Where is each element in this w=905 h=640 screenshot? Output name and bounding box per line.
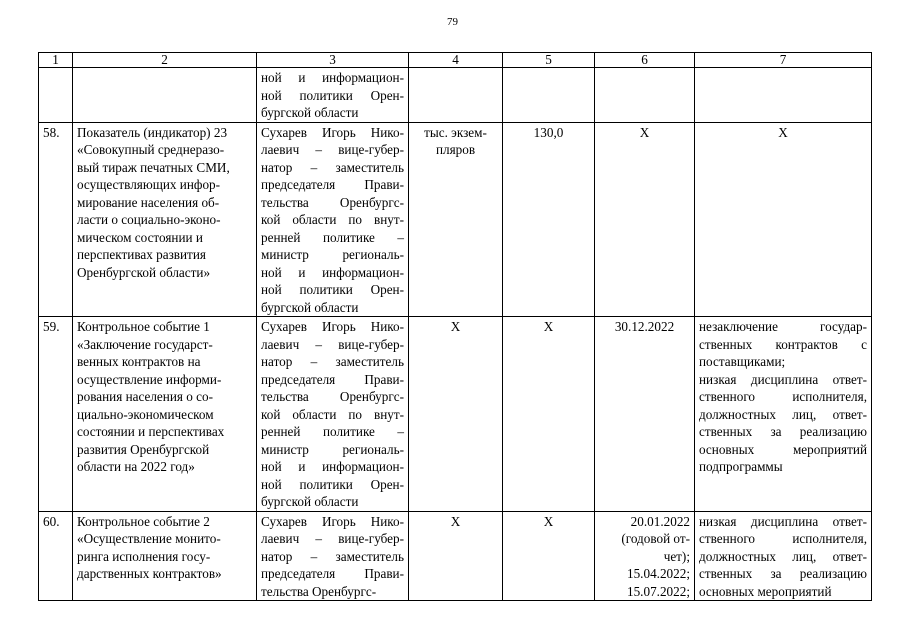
text-line: мическом состоянии и xyxy=(77,229,203,245)
column-header: 6 xyxy=(595,53,695,68)
name-cell xyxy=(73,511,257,601)
column-header: 2 xyxy=(73,53,257,68)
text-line: ной политики Орен- xyxy=(261,476,404,492)
text-line: 30.12.2022 xyxy=(614,319,675,334)
cell-empty xyxy=(595,68,695,123)
text-line: низкая дисциплина ответ- xyxy=(699,513,867,529)
text-line: Сухарев Игорь Нико- xyxy=(261,319,404,334)
text-line: чет); xyxy=(663,548,690,564)
text-line: председателя Прави- xyxy=(261,177,404,192)
text-line: Х xyxy=(543,513,554,529)
events-table xyxy=(38,52,872,601)
text-line: Контрольное событие 1 xyxy=(77,319,210,334)
text-line: натор – заместитель xyxy=(261,159,404,175)
text-line: 20.01.2022 xyxy=(630,513,690,529)
unit-cell xyxy=(409,317,503,512)
date-cell xyxy=(595,122,695,317)
text-line: лаевич – вице-губер- xyxy=(261,142,404,157)
text-line: ственного исполнителя, xyxy=(699,531,867,546)
responsible-cell xyxy=(257,511,409,601)
text-line: циально-экономическом xyxy=(77,406,214,422)
text-line: осуществление информи- xyxy=(77,371,222,387)
text-line: Оренбургской области» xyxy=(77,264,211,280)
name-cell xyxy=(73,122,257,317)
table-row xyxy=(39,511,872,601)
text-line: бургской области xyxy=(261,494,359,509)
column-header: 3 xyxy=(257,53,409,68)
text-line: натор – заместитель xyxy=(261,354,404,369)
text-line: поставщиками; xyxy=(699,354,786,369)
text-line: ной и информацион- xyxy=(261,459,404,474)
responsible-cell xyxy=(257,68,409,123)
text-line: ренней политике – xyxy=(261,424,404,439)
cell-empty xyxy=(39,68,73,123)
text-line: перспективах развития xyxy=(77,247,206,262)
text-line: осуществляющих инфор- xyxy=(77,177,221,192)
text-line: лаевич – вице-губер- xyxy=(261,531,404,546)
row-number xyxy=(39,317,73,512)
text-line: Контрольное событие 2 xyxy=(77,513,210,529)
text-line: кой области по внут- xyxy=(261,406,404,422)
text-line: ной политики Орен- xyxy=(261,87,404,103)
text-line: бургской области xyxy=(261,105,359,120)
text-line: ренней политике – xyxy=(261,229,404,245)
header-row xyxy=(39,53,872,68)
text-line: рования населения о со- xyxy=(77,389,213,404)
text-line: Х xyxy=(450,513,461,529)
cell-empty xyxy=(503,68,595,123)
cell-empty xyxy=(73,68,257,123)
text-line: ной политики Орен- xyxy=(261,282,404,297)
text-line: Х xyxy=(639,124,650,140)
text-line: состоянии и перспективах xyxy=(77,424,225,439)
text-line: 130,0 xyxy=(533,124,564,140)
text-line: тыс. экзем- xyxy=(424,124,487,140)
text-line: тельства Оренбургс- xyxy=(261,194,404,210)
text-line: дарственных контрактов» xyxy=(77,566,222,581)
text-line: «Совокупный среднеразо- xyxy=(77,142,225,157)
text-line: ственных контрактов с xyxy=(699,336,867,352)
text-line: тельства Оренбургс- xyxy=(261,583,377,599)
responsible-cell xyxy=(257,122,409,317)
text-line: натор – заместитель xyxy=(261,548,404,564)
text-line: председателя Прави- xyxy=(261,371,404,387)
text-line: 59. xyxy=(43,319,60,334)
text-line: бургской области xyxy=(261,299,359,315)
column-header: 5 xyxy=(503,53,595,68)
text-line: Показатель (индикатор) 23 xyxy=(77,124,228,140)
text-line: венных контрактов на xyxy=(77,354,201,369)
date-cell xyxy=(595,511,695,601)
text-line: ринга исполнения госу- xyxy=(77,548,211,564)
row-number xyxy=(39,511,73,601)
risks-cell xyxy=(695,317,872,512)
text-line: мирование населения об- xyxy=(77,194,220,210)
text-line: министр региональ- xyxy=(261,247,404,262)
text-line: незаключение государ- xyxy=(699,319,867,334)
text-line: Сухарев Игорь Нико- xyxy=(261,124,404,140)
continued-row xyxy=(39,68,872,123)
text-line: тельства Оренбургс- xyxy=(261,389,404,404)
text-line: развития Оренбургской xyxy=(77,441,210,457)
text-line: вый тираж печатных СМИ, xyxy=(77,159,230,175)
unit-cell xyxy=(409,122,503,317)
text-line: ственных за реализацию xyxy=(699,424,867,439)
table-row xyxy=(39,122,872,317)
text-line: ной и информацион- xyxy=(261,264,404,280)
text-line: должностных лиц, ответ- xyxy=(699,406,867,422)
column-header: 4 xyxy=(409,53,503,68)
text-line: Х xyxy=(543,319,554,334)
text-line: ственного исполнителя, xyxy=(699,389,867,404)
text-line: должностных лиц, ответ- xyxy=(699,548,867,564)
text-line: 15.04.2022; xyxy=(626,566,690,581)
text-line: кой области по внут- xyxy=(261,212,404,227)
responsible-cell xyxy=(257,317,409,512)
text-line: «Осуществление монито- xyxy=(77,531,221,546)
text-line: ственных за реализацию xyxy=(699,566,867,581)
text-line: лаевич – вице-губер- xyxy=(261,336,404,352)
text-line: ласти о социально-эконо- xyxy=(77,212,221,227)
text-line: министр региональ- xyxy=(261,441,404,457)
text-line: подпрограммы xyxy=(699,459,783,474)
unit-cell xyxy=(409,511,503,601)
text-line: низкая дисциплина ответ- xyxy=(699,371,867,387)
value-cell xyxy=(503,122,595,317)
table-row xyxy=(39,317,872,512)
cell-empty xyxy=(695,68,872,123)
text-line: области на 2022 год» xyxy=(77,459,195,474)
date-cell xyxy=(595,317,695,512)
text-line: председателя Прави- xyxy=(261,566,404,581)
text-line: основных мероприятий xyxy=(699,441,867,457)
risks-cell xyxy=(695,122,872,317)
text-line: 58. xyxy=(43,124,60,140)
cell-empty xyxy=(409,68,503,123)
column-header: 7 xyxy=(695,53,872,68)
text-line: основных мероприятий xyxy=(699,583,832,599)
text-line: «Заключение государст- xyxy=(77,336,213,352)
name-cell xyxy=(73,317,257,512)
text-line: Х xyxy=(450,319,461,334)
text-line: пляров xyxy=(435,142,476,157)
column-header: 1 xyxy=(39,53,73,68)
text-line: ной и информацион- xyxy=(261,70,404,85)
text-line: 15.07.2022; xyxy=(626,583,690,599)
text-line: (годовой от- xyxy=(621,531,690,546)
row-number xyxy=(39,122,73,317)
text-line: Сухарев Игорь Нико- xyxy=(261,513,404,529)
risks-cell xyxy=(695,511,872,601)
value-cell xyxy=(503,317,595,512)
page-number: 79 xyxy=(447,16,458,28)
value-cell xyxy=(503,511,595,601)
text-line: Х xyxy=(778,124,788,140)
text-line: 60. xyxy=(43,513,60,529)
